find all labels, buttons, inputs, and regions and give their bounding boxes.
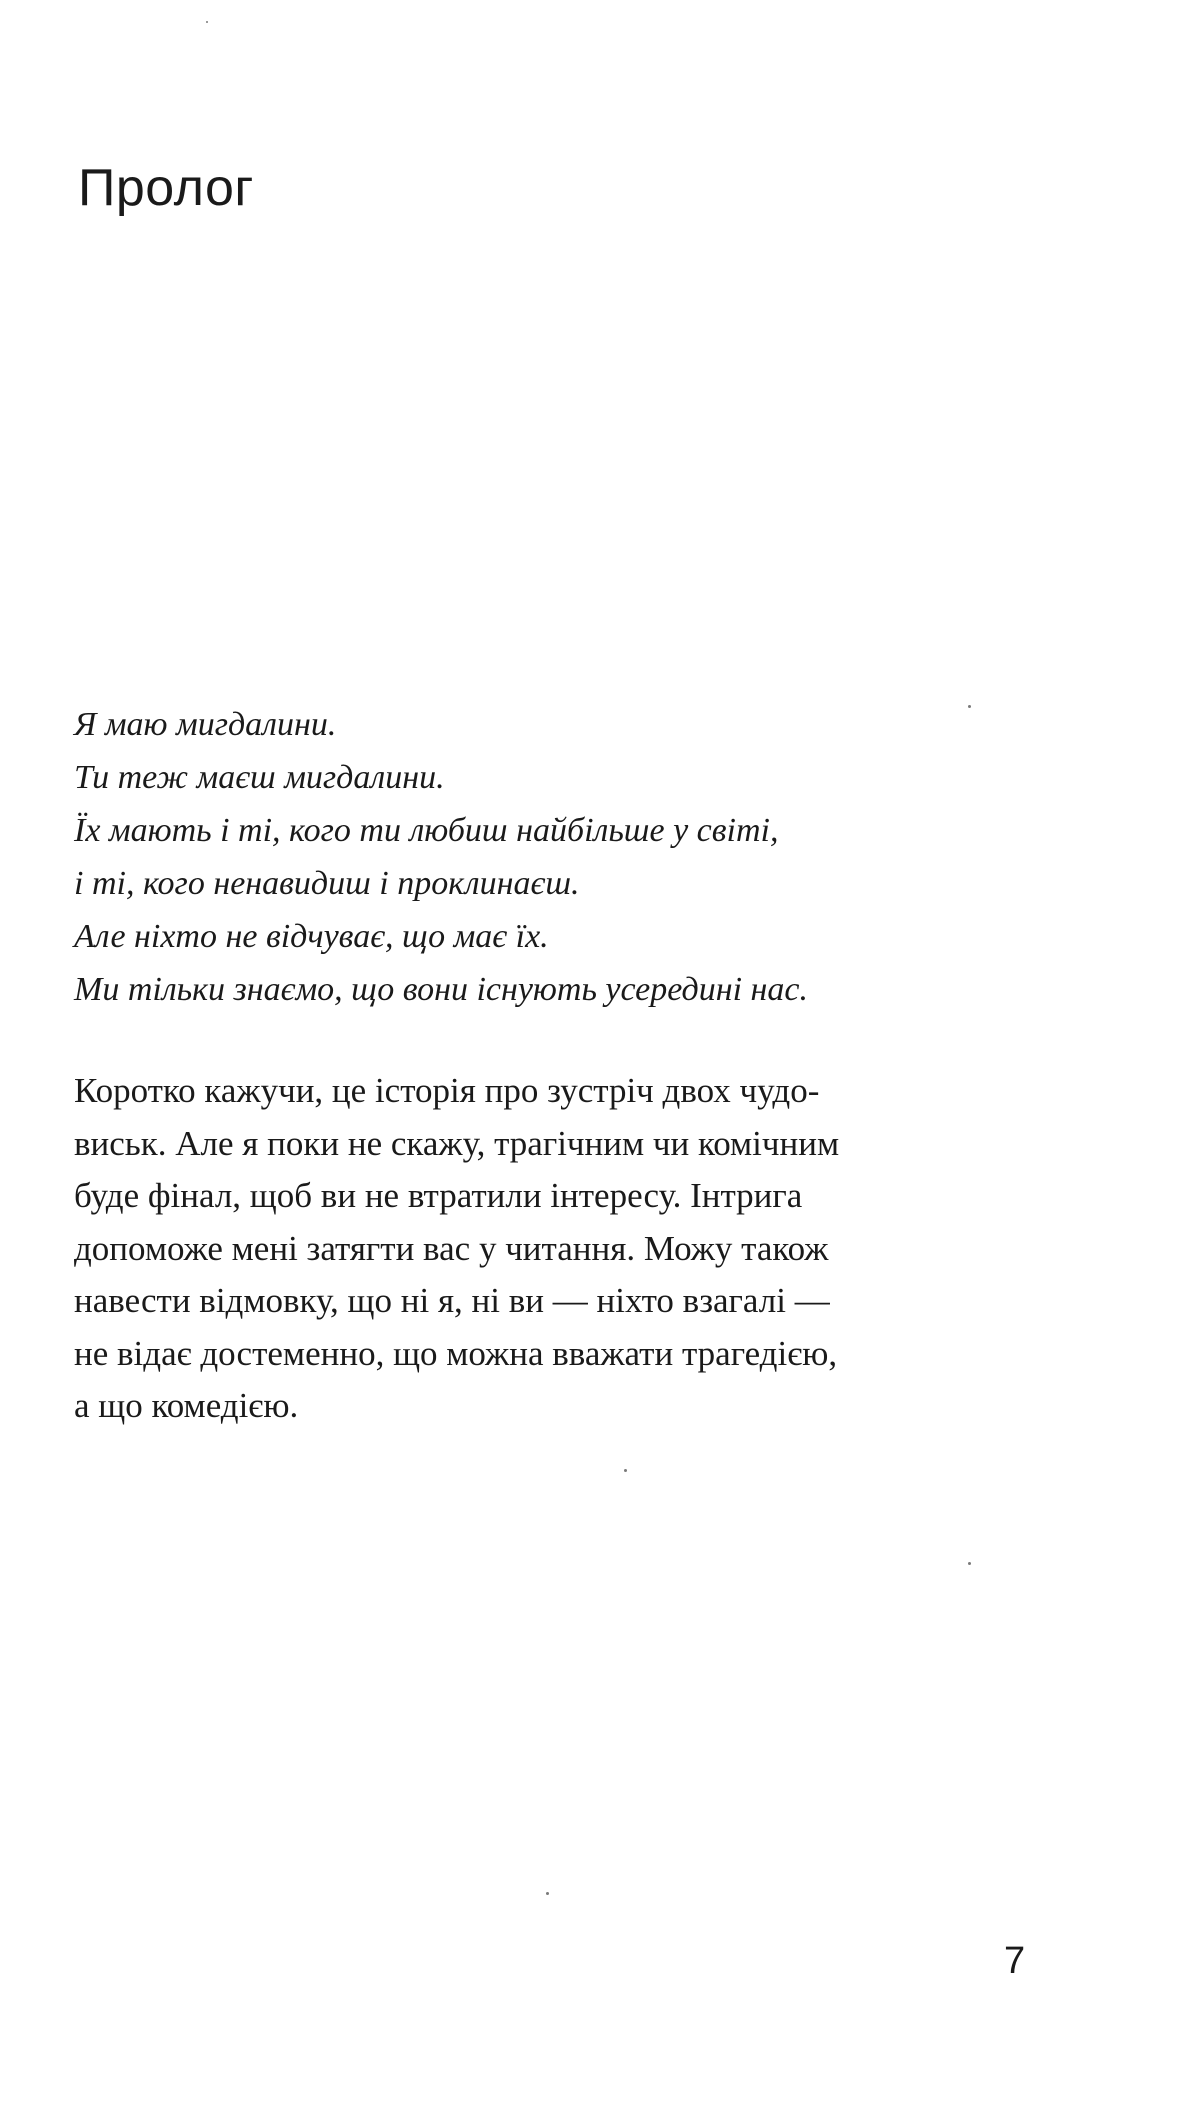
scan-speck bbox=[624, 1469, 627, 1472]
epigraph-line: Але ніхто не відчуває, що має їх. bbox=[74, 918, 549, 955]
scan-speck bbox=[546, 1892, 549, 1895]
scan-speck bbox=[968, 705, 971, 708]
epigraph-line: Я маю мигдалини. bbox=[74, 706, 337, 743]
epigraph-line: Ти теж маєш мигдалини. bbox=[74, 759, 445, 796]
epigraph-line: і ті, кого ненавидиш і проклинаєш. bbox=[74, 865, 580, 902]
scan-speck bbox=[968, 1562, 971, 1565]
page-number: 7 bbox=[1004, 1940, 1026, 1982]
scan-speck bbox=[206, 21, 208, 23]
body-line: навести відмовку, що ні я, ні ви — ніхто взагалі — bbox=[74, 1281, 830, 1320]
chapter-title: Пролог bbox=[78, 159, 254, 217]
body-paragraph bbox=[74, 1065, 1074, 1433]
body-line: Коротко кажучи, це історія про зустріч двох чудо- bbox=[74, 1071, 820, 1110]
body-line: буде фінал, щоб ви не втратили інтересу. Інтрига bbox=[74, 1176, 803, 1215]
body-line: а що комедією. bbox=[74, 1386, 299, 1425]
epigraph-line: Їх мають і ті, кого ти любиш найбільше у світі, bbox=[74, 812, 779, 849]
epigraph bbox=[74, 698, 1074, 1016]
body-line: виськ. Але я поки не скажу, трагічним чи комічним bbox=[74, 1123, 840, 1163]
body-line: допоможе мені затягти вас у читання. Можу також bbox=[74, 1228, 829, 1268]
body-line: не відає достеменно, що можна вважати трагедією, bbox=[74, 1333, 838, 1373]
epigraph-line: Ми тільки знаємо, що вони існують усередині нас. bbox=[74, 971, 808, 1008]
